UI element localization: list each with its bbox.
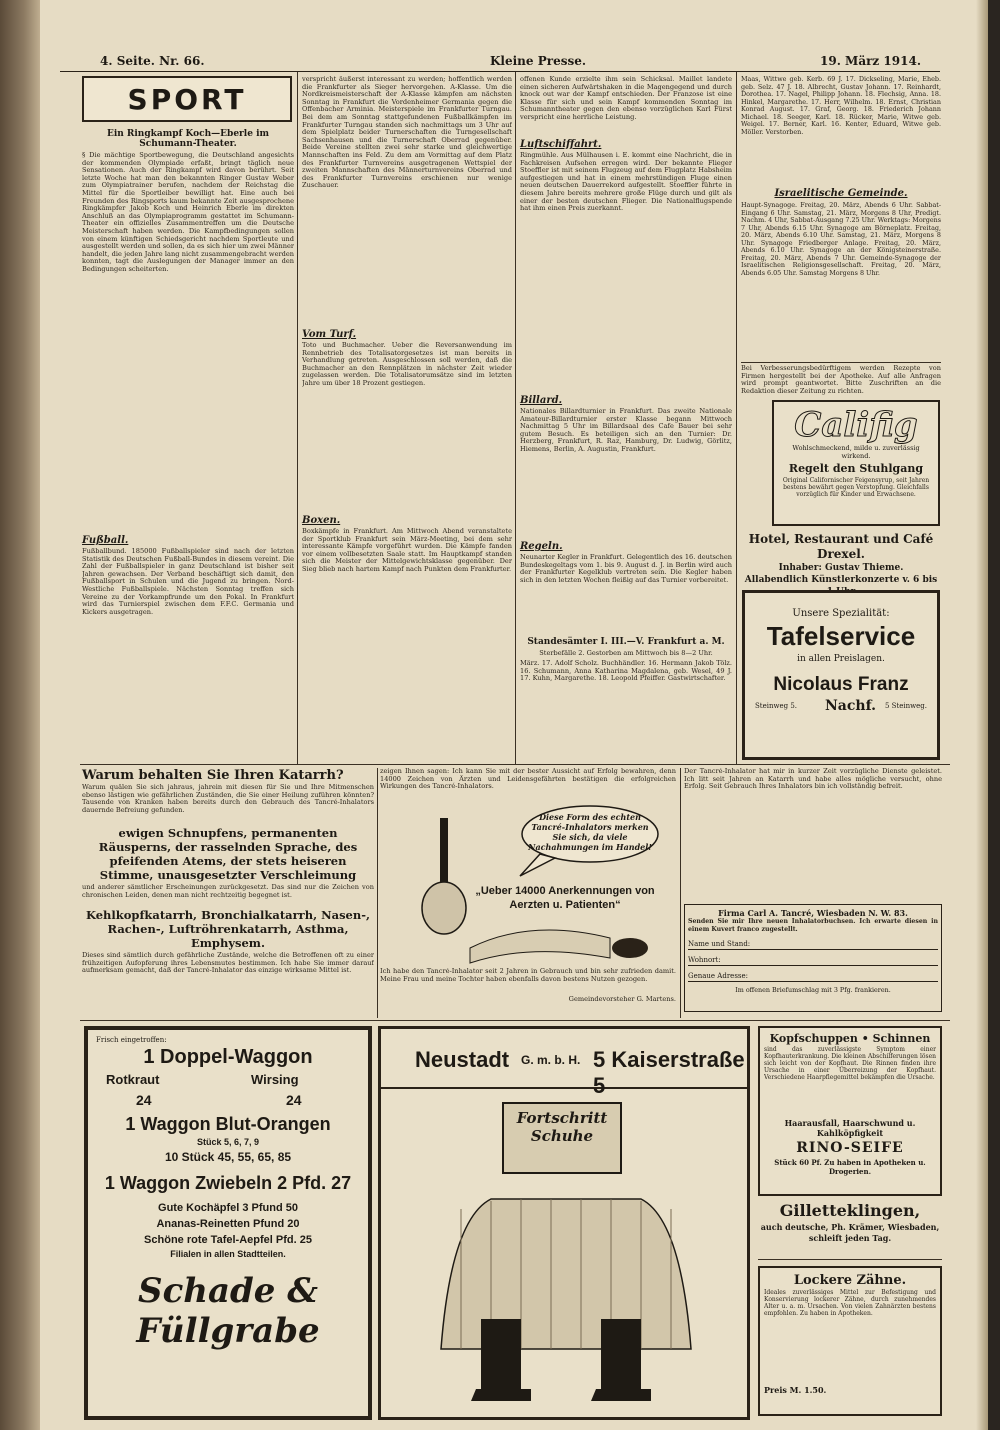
schade-rotkraut: Rotkraut [106, 1072, 160, 1087]
order-name-field[interactable]: Name und Stand: [688, 934, 938, 950]
section-title-israel: Israelitische Gemeinde. [774, 188, 908, 199]
book-binding [0, 0, 40, 1430]
page-number: 4. Seite. Nr. 66. [100, 54, 205, 68]
tafel-address-left: Steinweg 5. [755, 702, 798, 710]
schade-fresh: Frisch eingetroffen: [96, 1036, 167, 1044]
katarrh-mid-signature: Gemeindevorsteher G. Martens. [568, 996, 676, 1003]
synagogue-schedule: Haupt-Synagoge. Freitag, 20. März, Abends 6 Uhr. Sabbat-Eingang 6 Uhr. Samstag, 21. März, Morgens 8 Uhr, Predigt. Nachm. 4 Uhr, Sabbat-Ausgang 7.25 Uhr. Werktags: Morgens 7 Uhr, Abends 6.15 Uhr. Synagoge am Börneplatz. Freitag, 20. März, Abends 6.10 Uhr. Samstag, 21. März, Morgens 8 Uhr. Synagoge Friedberger Anlage. Freitag, 20. März, Abends 6.10 Uhr. Synagoge an der Königsteinerstraße. Freitag, 20. März, Abends 7 Uhr. Gemeinde-Synagoge der Israelitischen Religionsgesellschaft. Freitag, 20. März, Abends 6.05 Uhr. Samstag Morgens 8 Uhr. [741, 202, 941, 277]
page-edge [976, 0, 988, 1430]
schade-prices: 10 Stück 45, 55, 65, 85 [164, 1150, 292, 1164]
califig-ad [772, 400, 940, 526]
article-body-billard: Nationales Billardturnier in Frankfurt. Das zweite Nationale Amateur-Billardturnier erster Klasse begann Mittwoch Nachmittag 5 Uhr im Billardsaal des Cafe Bauer bei sehr gutem Besuch. Es beteiligen sich an den Turnier: Dr. Herzberg, Frankfurt, R. Raz, Hamburg, Dr. Ludwig, Görlitz, Hiemens, Berlin, A. Augustin, Frankfurt. [520, 408, 732, 453]
califig-tagline: Wohlschmeckend, milde u. zuverlässig wirkend. [792, 444, 920, 460]
tafelservice-ad [742, 590, 940, 760]
kopf-haarausfall: Haarausfall, Haarschwund u. Kahlköpfigkeit [784, 1118, 916, 1138]
gillette-sub2: schleift jeden Tag. [808, 1233, 892, 1243]
standesamt-subtitle: Sterbefälle 2. Gestorben am Mittwoch bis 8—2 Uhr. [539, 650, 713, 657]
katarrh-right [684, 768, 942, 1018]
section-title-boxen: Boxen. [302, 515, 341, 526]
califig-body: Original Californischer Feigensyrup, seit Jahren bestens bewährt gegen Verstopfung. Gleichfalls vorzüglich für Kinder und Erwachsene. [782, 477, 930, 498]
schade-fuellgrabe-ad [84, 1026, 372, 1420]
schade-kochaepfel: Gute Kochäpfel 3 Pfund 50 [158, 1202, 298, 1214]
schade-price-wirsing: 24 [286, 1092, 302, 1108]
section-title-turf: Vom Turf. [302, 329, 357, 340]
schade-wirsing: Wirsing [251, 1072, 299, 1087]
standesamt-title: Standesämter I. III.—V. Frankfurt a. M. [527, 637, 725, 647]
katarrh-mid-intro: zeigen Ihnen sagen: Ich kann Sie mit der bester Aussicht auf Erfolg bewahren, denn 14000 Zeichen von Ärzten und Leidensgefährten bestätigen die erfolgreichen Wirkungen des Tancré-Inhalators. [380, 768, 676, 791]
neustadt-address: 5 Kaiserstraße 5 [593, 1047, 745, 1098]
schade-orangen: 1 Waggon Blut-Orangen [125, 1114, 331, 1134]
article-body-ringkampf: § Die mächtige Sportbewegung, die Deutschland angesichts der kommenden Olympiade erfaßt, bringt täglich neue Sensationen. Auch der Ringkampf wird davon berührt. Seit letzte Woche hat man den bekannten Ringer Gustav Weber zum Olympiatrainer berufen, nachdem der Reichstag die Mittel für die Sportleiber bewilligt hat. Eine auch bei Freunden des Ringsports kaum bekannte Zeit ausgesprochene Ringkämpfer Jakob Koch und Heinrich Eberle im direkten Anschluß an das Olympiaprogramm gestattet im Schumann-Theater ein offizielles Zusammentreffen um die Deutsche Meisterschaft haben werden. Die Kampfbedingungen sollen von einem künftigen Schiedsgericht nachdem Sportleute und ausgestellt werden und sollen, da es sich hier um zwei Männer handelt, die jeden Jahre lang nicht zusammengebracht werden konnten, tagt die Auslegungen der Manager immer an den Bedingungen scheiterten. [82, 152, 294, 273]
hotel-name: Hotel, Restaurant und Café Drexel. [748, 532, 934, 561]
kopf-rino-seife: RINO-SEIFE [796, 1140, 904, 1156]
article-body-fussball: Fußballbund. 185000 Fußballspieler sind nach der letzten Statistik des Deutschen Fußball-Bundes in diesem vereint. Die Zahl der Fußballspieler in ganz Deutschland ist bisher seit Jahren gewachsen. Der Verband beschäftigt sich damit, den Fußballsport in Schulen und die Jugend zu bringen. Nord-Westliche Fußballspiele. Nächsten Sonntag treffen sich Vereine zu der Vorkampfrunde um den Pokal. In Frankfurt wird das Turnierspiel zwischen dem F.F.C. Germania und Kickers ausgetragen. [82, 548, 294, 616]
order-text: Senden Sie mir Ihre neuen Inhalatorbuchsen. Ich erwarte diesen in einem Kuvert franco zugestellt. [688, 918, 938, 933]
kopf-body: sind das zuverlässigste Symptom einer Kopfhauterkrankung. Die kleinen Abschilferungen lösen sich leicht von der Kopfhaut. Die Rinnen finden ihre Ursache in einer Überreizung der Kopfhaut. Verschiedene Haarpflegemittel bekämpfen die Ursache. [764, 1046, 936, 1081]
califig-logo: Califig [794, 405, 918, 445]
neustadt-gmbh: G. m. b. H. [521, 1053, 581, 1067]
article-body-boxen: Boxkämpfe in Frankfurt. Am Mittwoch Abend veranstaltete der Sportklub Frankfurt sein März-Meeting, bei dem sehr interessante Kämpfe vorgeführt wurden. Die Kämpfe fanden vor einem vollbesetzten Saale statt. Im Hauptkampf standen sich die Meister der Mittelgewichtsklasse gegenüber. Der Sieg blieb nach hartem Kampf nach Punkten dem Frankfurter. [302, 528, 512, 573]
califig-regel: Regelt den Stuhlgang [788, 462, 924, 475]
katarrh-middle [380, 768, 676, 1018]
gillette-title: Gilletteklingen, [779, 1201, 921, 1220]
lockere-body: Ideales zuverlässiges Mittel zur Befestigung und Konservierung lockerer Zähne, durch zunehmendes Alter u. a. m. Ursachen. Von vielen Zahnärzten bestens empfohlen. Zu haben in Apotheken. [764, 1289, 936, 1317]
shoe-brand: Fortschritt Schuhe [516, 1109, 608, 1145]
lockere-price: Preis M. 1.50. [764, 1385, 827, 1395]
article-body-meisterspiele: verspricht äußerst interessant zu werden; hoffentlich werden die Frankfurter als Sieger hervorgehen. A-Klasse. Um die Nordkreismeisterschaft der A-Klasse kämpfen am nächsten Sonntag in Frankfurt die Vordenheimer Germania gegen die Offenbacher Arminia. Meisterspiele im Frankfurter Turngau. Bei dem am Sonntag stattgefundenen Fußballkämpfen im Frankfurter Turngau standen sich nachmittags um 3 Uhr auf dem Spielplatz beider Turnerschaften die Turngesellschaft Sachsenhausen und die Turnerschaft Oberrad gegenüber. Beide Vereine stellten zwei sehr starke und gleichwertige Mannschaften ins Feld. Zu dem am Vormittag auf dem Platz des Frankfurter Turnvereins ausgetragenen Wettspiel der zweiten Mannschaften des Männerturnvereins Oberrad und des Frankfurter Turnvereins erschienen nur wenige Zuschauer. [302, 76, 512, 190]
schade-filialen: Filialen in allen Stadtteilen. [170, 1249, 286, 1259]
schade-zwiebeln: 1 Waggon Zwiebeln 2 Pfd. 27 [104, 1173, 352, 1193]
issue-date: 19. März 1914. [820, 54, 922, 68]
order-address-field[interactable]: Genaue Adresse: [688, 966, 938, 982]
article-title-ringkampf: Ein Ringkampf Koch—Eberle im Schumann-Theater. [106, 129, 270, 149]
schade-price-rotkraut: 24 [136, 1092, 152, 1108]
anerkennungen-ribbon: „Ueber 14000 Anerkennungen von Aerzten u. Patienten“ [475, 885, 655, 911]
kopf-title: Kopfschuppen • Schinnen [769, 1032, 931, 1045]
section-title-billard: Billard. [520, 395, 563, 406]
katarrh-left [82, 768, 374, 1018]
tafel-title: Tafelservice [766, 621, 916, 651]
kopf-footer: Stück 60 Pf. Zu haben in Apotheken u. Drogerien. [774, 1158, 926, 1176]
article-body-luftschiffahrt: Ringmühle. Aus Mülhausen i. E. kommt eine Nachricht, die in Fachkreisen Aufsehen erregen wird. Der bekannte Flieger Stoeffler ist mit seinem Flugzeug auf dem Flugplatz Habsheim aufgestiegen und hat in einem mehrstündigen Fluge einen neuen deutschen Dauerrekord aufgestellt. Stoeffler führte in diesem Jahre bereits mehrere große Flüge durch und gilt als einer der besten deutschen Flieger. Die Nationalflugspende hat ihm einen Preis zuerkannt. [520, 152, 732, 213]
standesamt-list: März. 17. Adolf Scholz. Buchhändler. 16. Hermann Jakob Tölz. 16. Schumann, Anna Katharina Magdalena, geb. Wesel, 49 J. 17. Kuhn, Margarethe. 18. Leopold Pfeiffer. Gastwirtschafter. [520, 660, 732, 683]
tafel-nachf: Nachf. [825, 698, 876, 714]
page-header [60, 54, 940, 72]
katarrh-right-body: Der Tancré-Inhalator hat mir in kurzer Zeit vorzügliche Dienste geleistet. Ich litt seit Jahren an Katarrh und habe alles mögliche versucht, ohne Erfolg. Seit Gebrauch Ihres Inhalators bin ich vollständig befreit. [684, 768, 942, 791]
katarrh-body1: und anderer sämtlicher Erscheinungen zurückgesetzt. Das sind nur die Zeichen von chronischen Leiden, denen man nicht rechtzeitig begegnet ist. [82, 884, 374, 899]
order-firm: Firma Carl A. Tancré, Wiesbaden N. W. 83. [718, 908, 908, 918]
schade-tafelaepfel: Schöne rote Tafel-Aepfel Pfd. 25 [144, 1234, 312, 1246]
tafel-price-range: in allen Preislagen. [797, 654, 885, 664]
katarrh-body2: Dieses sind sämtlich durch gefährliche Zustände, welche die Betroffenen oft zu einer frühzeitigen Aufopferung ihres Lebensmutes bestimmen. Ich habe Sie immer darauf aufmerksam gemacht, daß der Tancré-Inhalator das einzige wirksame Mittel ist. [82, 952, 374, 975]
katarrh-title: Warum behalten Sie Ihren Katarrh? [82, 768, 344, 783]
neustadt-name: Neustadt [415, 1047, 510, 1072]
hotel-owner: Inhaber: Gustav Thieme. [778, 563, 904, 573]
tafel-address-right: 5 Steinweg. [884, 702, 927, 710]
article-body-turf: Toto und Buchmacher. Ueber die Reversanwendung im Rennbetrieb des Totalisatorgesetzes ist man bereits in Verhandlung getreten. Ausgeschlossen soll werden, daß die Buchmacher an den Rennplätzen in nächster Zeit wieder zugelassen werden. Die Totalisatorumsätze sind im letzten Jahre um über 18 Prozent gestiegen. [302, 342, 512, 387]
sport-logo [82, 76, 292, 122]
katarrh-heading-diseases: Kehlkopfkatarrh, Bronchialkatarrh, Nasen-, Rachen-, Luftröhrenkatarrh, Asthma, Emphysem. [85, 908, 370, 950]
kopfschuppen-ad [758, 1026, 942, 1196]
schade-stueck: Stück 5, 6, 7, 9 [196, 1137, 260, 1147]
gillette-ad [758, 1200, 942, 1260]
section-title-regeln: Regeln. [520, 541, 563, 552]
schade-firm-logo: Schade & Füllgrabe [136, 1271, 320, 1351]
article-body-col3-top: offenen Kunde erzielte ihm sein Schicksal. Maillet landete einen sicheren Aufwärtshaken in die Magengegend und durch knock out war der Kampf entschieden. Der Franzose ist eine Klasse für sich und sein Kampf kommenden Sonntag im Schumanntheater gegen den ebenso vorzüglichen Karl Fürst verspricht eine herrliche Leistung. [520, 76, 732, 121]
notice-text: Bei Verbesserungsbedürftigem werden Rezepte von Firmen hergestellt bei der Apotheke. Auf alle Anfragen wird prompt geantwortet. Bitte Zuschriften an die Redaktion dieser Zeitung zu richten. [741, 364, 941, 395]
lockere-zaehne-ad [758, 1266, 942, 1416]
gillette-sub: auch deutsche, Ph. Krämer, Wiesbaden, [760, 1222, 940, 1232]
paper-title: Kleine Presse. [490, 54, 587, 68]
order-coupon [684, 904, 942, 1012]
balloon-text: Diese Form des echten Tancré-Inhalators merken Sie sich, da viele Nachahmungen im Handel! [528, 812, 652, 852]
article-body-regeln: Neunarter Kegler in Frankfurt. Gelegentlich des 16. deutschen Bundeskegeltags vom 1. bis 9. August d. J. in Berlin wird auch der Frankfurter Kegelklub vertreten sein. Die Kegler haben sich in den letzten Wochen fleißig auf das Turnier vorbereitet. [520, 554, 732, 584]
section-title-fussball: Fußball. [82, 535, 129, 546]
hotel-concert: Allabendlich Künstlerkonzerte v. 6 bis [744, 575, 938, 585]
order-ort-field[interactable]: Wohnort: [688, 950, 938, 966]
hotel-drexel-ad [741, 532, 941, 584]
deaths-list: Maas, Wittwe geb. Kerb. 69 J. 17. Dickseling, Marie, Eheb. geb. Selz. 47 J. 18. Albrecht, Gustav Johann. 17. Reinhardt, Dorothea. 17. Nagel, Philipp Johann. 18. Flechsig, Anna. 18. Hinkel, Margarethe. 17. Herr, Wilhelm. 18. Ernst, Christian Konrad August. 17. Graf, Georg. 18. Friederich Johann Michael. 18. Seeger, Karl. 18. Rücker, Marie, Witwe geb. Weigel. 17. Berner, Karl. 16. Kenter, Eduard, Witwe geb. Möller. Verstorben. [741, 76, 941, 136]
tafel-firm: Nicolaus Franz [773, 674, 909, 695]
order-footer: Im offenen Briefumschlag mit 3 Pfg. frankieren. [735, 986, 891, 994]
sport-logo-text: SPORT [127, 82, 247, 116]
neustadt-shoe-ad [378, 1026, 750, 1420]
section-title-luftschiffahrt: Luftschiffahrt. [520, 139, 602, 150]
katarrh-intro: Warum quälen Sie sich jahraus, jahrein mit diesen für Sie und Ihre Mitmenschen ebenso lästigen wie gefährlichen Zuständen, die Sie einer Heilung zuführen könnten? Tausende von Kranken haben bereits durch den Gebrauch des Tancré-Inhalators dauernde Befreiung gefunden. [82, 784, 374, 814]
lockere-title: Lockere Zähne. [793, 1273, 907, 1288]
katarrh-mid-testimonial: Ich habe den Tancré-Inhalator seit 2 Jahren in Gebrauch und bin sehr zufrieden damit. Meine Frau und meine Tochter haben ebenfalls davon bestens Nutzen gezogen. [380, 968, 676, 983]
tafel-special: Unsere Spezialität: [792, 608, 890, 619]
katarrh-heading-symptoms: ewigen Schnupfens, permanenten Räusperns, der rasselnden Sprache, des pfeifenden Atems, der stets heiseren Stimme, unausgesetzter Verschleimung [98, 826, 358, 882]
schade-doppel-waggon: 1 Doppel-Waggon [143, 1046, 313, 1068]
schade-ananas: Ananas-Reinetten Pfund 20 [156, 1218, 300, 1230]
